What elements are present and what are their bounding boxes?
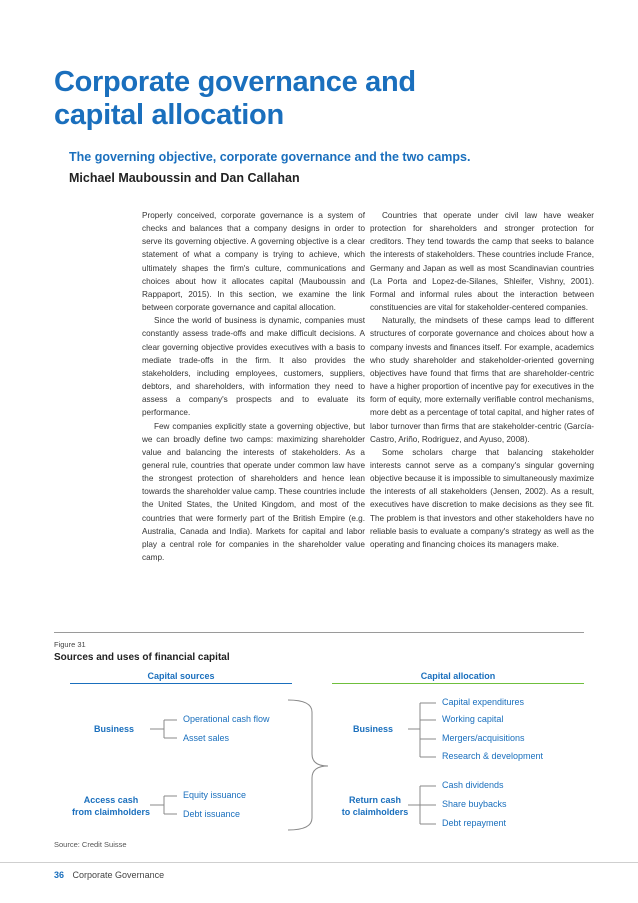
source-item: Asset sales (183, 733, 230, 743)
allocation-return-cash (326, 794, 424, 818)
allocation-business: Business (352, 724, 394, 734)
paragraph: Naturally, the mindsets of these camps lead to different structures of corporate governance and choices about how a company invests and finances itself. For example, academics who study shareholder and stakeholder-oriented governing objectives have found that firms that are shareholder-centric have a higher proportion of incentive pay for executives in the form of equity, more externally verifiable control mechanisms, more debt as a percentage of total capital, and higher rates of labor turnover than firms that are stakeholder-centric (García-Castro, Ariño, Rodriguez, and Ayuso, 2008). (370, 316, 594, 444)
page-footer (54, 870, 164, 880)
allocation-item: Working capital (442, 714, 504, 724)
source-item: Operational cash flow (183, 714, 270, 724)
source-item: Equity issuance (183, 790, 247, 800)
source-access-cash-line2: from claimholders (71, 807, 151, 817)
paragraph: Some scholars charge that balancing stakeholder interests cannot serve as a company's singular governing objective because it is impossible to simultaneously maximize the interests of all stakeholders (Jensen, 2002). As a result, executives have discretion to make decisions as they see fit. The problem is that investors and other stakeholders have no reliable basis to evaluate a company's strategy as well as the operating and financing choices its managers make. (370, 447, 594, 549)
allocation-return-cash-line2: to claimholders (341, 807, 409, 817)
allocation-item: Debt repayment (442, 818, 507, 828)
allocation-item: Share buybacks (442, 799, 507, 809)
footer-divider (0, 862, 638, 863)
figure-title: Sources and uses of financial capital (54, 652, 230, 663)
capital-sources-heading: Capital sources (147, 671, 215, 681)
allocation-item: Research & development (442, 751, 544, 761)
connector (408, 703, 436, 757)
paragraph: Since the world of business is dynamic, companies must constantly assess trade-offs and make difficult decisions. A clear governing objective provides executives with a basis to mediate trade-offs in the firm. It also provides the stakeholders, including employees, customers, suppliers, debtors, and shareholders, with information they need to assess a company's prospects and to evaluate its performance. (142, 316, 365, 418)
source-access-cash-line1: Access cash (83, 795, 139, 805)
paragraph: Few companies explicitly state a governing objective, but we can broadly define two camps: maximizing shareholder value and balancing the interests of stakeholders. As a general rule, countries that operate under common law have the strongest protection of shareholders and hence lean towards the shareholder value camp. These countries include the United States, the United Kingdom, and most of the countries that were formerly part of the British Empire (e.g. Australia, Canada and India). Markets for capital and labor play a central role for companies in the shareholder value camp. (142, 421, 365, 563)
page-number: 36 (54, 870, 65, 880)
title-line-2: capital allocation (54, 99, 284, 131)
capital-allocation-heading: Capital allocation (420, 671, 496, 681)
figure-label: Figure 31 (54, 640, 86, 649)
allocation-item: Capital expenditures (442, 697, 525, 707)
title-line-1: Corporate governance and (54, 66, 416, 98)
allocation-item: Mergers/acquisitions (442, 733, 525, 743)
merge-brace (288, 700, 328, 830)
allocation-return-cash-line1: Return cash (348, 795, 401, 805)
figure-source: Source: Credit Suisse (54, 840, 127, 849)
paragraph: Properly conceived, corporate governance is a system of checks and balances that a company designs in order to serve its governing objective. A governing objective is a clear statement of what a company is trying to achieve, which ultimately shapes the firm's culture, communications and choices about how it allocates capital (Mauboussin and Rappaport, 2015). In this section, we examine the link between corporate governance and capital allocation. (142, 211, 365, 313)
subtitle: The governing objective, corporate governance and the two camps. (69, 150, 471, 164)
allocation-item: Cash dividends (442, 780, 504, 790)
source-access-cash (52, 794, 170, 818)
source-item: Debt issuance (183, 809, 241, 819)
footer-section: Corporate Governance (72, 870, 165, 880)
authors: Michael Mauboussin and Dan Callahan (69, 171, 300, 185)
paragraph: Countries that operate under civil law have weaker protection for shareholders and stronger protection for creditors. They tend towards the camp that seeks to balance the interests of stakeholders. These countries include France, Germany and Japan as well as most Scandinavian countries (La Porta and Lopez-de-Silanes, Shleifer, Vishny, 2001). Formal and informal rules about the interaction between constituencies are vital for stakeholder-centered companies. (370, 211, 594, 313)
source-business: Business (93, 724, 135, 734)
connector (150, 720, 177, 738)
